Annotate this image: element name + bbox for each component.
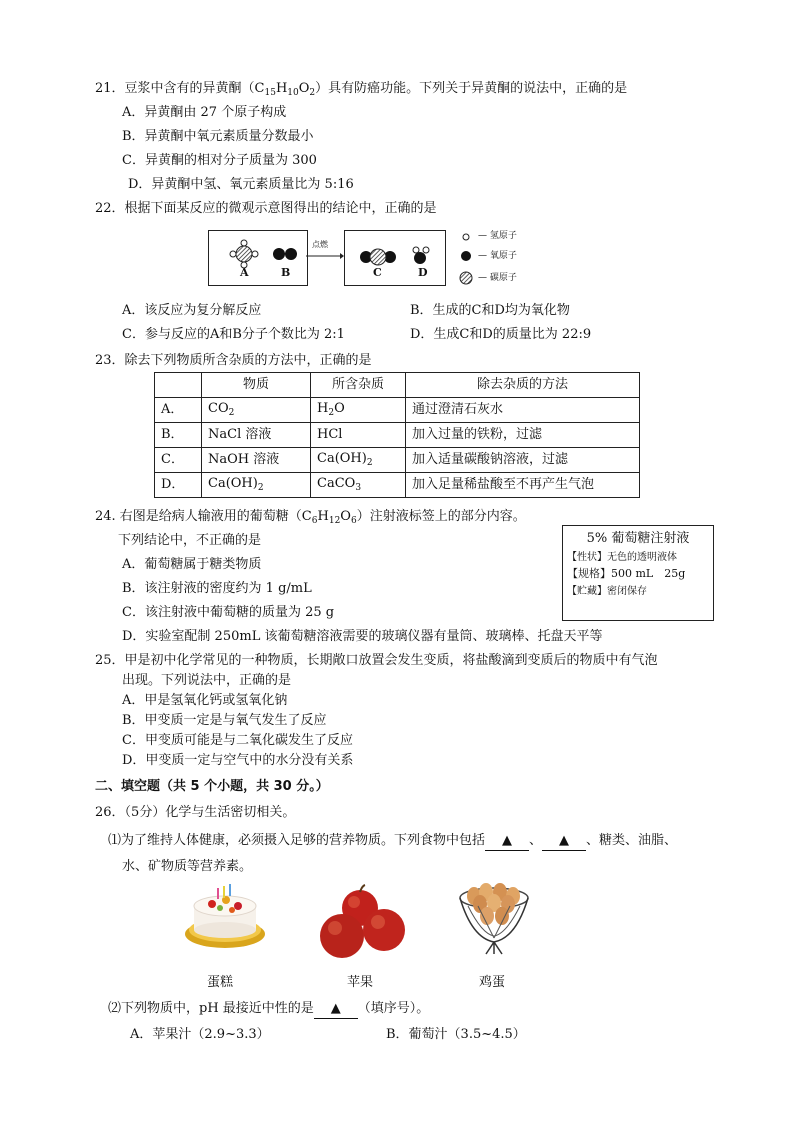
q21-option-d: D．异黄酮中氢、氧元素质量比为 5:16 — [128, 177, 354, 192]
table-cell: D． — [155, 473, 202, 498]
q26-stem: 26．（5分）化学与生活密切相关。 — [95, 805, 296, 820]
q23-table — [154, 372, 640, 498]
table-cell: $H_2O$ — [311, 398, 406, 423]
q21-stem: 21．豆浆中含有的异黄酮$(C_{15}H_{10}O_2)$具有防癌功能。下列关于异黄酮的说法中，正确的是 — [95, 81, 628, 98]
q26-part2-option-b: B．葡萄汁（3.5~4.5） — [386, 1027, 526, 1042]
table-cell: B． — [155, 423, 202, 448]
q22-option-c: C．参与反应的A和B分子个数比为 2:1 — [122, 327, 345, 342]
q22-option-a: A．该反应为复分解反应 — [122, 303, 262, 318]
carbon-atom — [370, 249, 386, 265]
q25-option-c: C．甲变质可能是与二氧化碳发生了反应 — [122, 733, 353, 748]
q25-stem-line2: 出现。下列说法中，正确的是 — [122, 673, 292, 688]
label-storage: 【贮藏】密闭保存 — [567, 585, 647, 597]
q26-part1: ⑴为了维持人体健康，必须摄入足够的营养物质。下列食物中包括 ▲ 、 ▲ 、糖类、油脂、 — [108, 832, 677, 851]
table-cell: A． — [155, 398, 202, 423]
table-header: 所含杂质 — [311, 373, 406, 398]
table-cell: 加入足量稀盐酸至不再产生气泡 — [406, 473, 640, 498]
answer-blank-2[interactable]: ▲ — [542, 832, 586, 851]
q25-option-d: D．甲变质一定与空气中的水分没有关系 — [122, 753, 354, 768]
q24-option-c: C．该注射液中葡萄糖的质量为 25 g — [122, 605, 335, 620]
q25-option-b: B．甲变质一定是与氧气发生了反应 — [122, 713, 327, 728]
oxygen-atom — [285, 248, 297, 260]
table-cell: $CO_2$ — [202, 398, 311, 423]
legend-hydrogen: — 氢原子 — [478, 231, 517, 241]
table-header: 物质 — [202, 373, 311, 398]
q26-part2-option-a: A．苹果汁（2.9~3.3） — [130, 1027, 270, 1042]
table-row — [155, 398, 640, 423]
cake-image — [182, 880, 268, 952]
table-header — [155, 373, 202, 398]
legend-oxygen: — 氧原子 — [478, 251, 517, 261]
eggs-image — [452, 876, 536, 956]
q23-stem: 23．除去下列物质所含杂质的方法中，正确的是 — [95, 353, 372, 368]
table-cell: 加入适量碳酸钠溶液，过滤 — [406, 448, 640, 473]
food-label-apple: 苹果 — [347, 975, 374, 990]
hydrogen-atom — [241, 240, 247, 246]
hydrogen-atom — [230, 251, 236, 257]
table-cell: 通过澄清石灰水 — [406, 398, 640, 423]
hydrogen-atom — [413, 247, 419, 253]
q21-option-a: A．异黄酮由 27 个原子构成 — [122, 105, 287, 120]
hydrogen-atom — [252, 251, 258, 257]
reactant-molecules — [208, 230, 306, 284]
q22-option-b: B．生成的C和D均为氧化物 — [410, 303, 570, 318]
label-title: 5% 葡萄糖注射液 — [586, 531, 690, 546]
label-b: B — [281, 266, 291, 279]
q22-option-d: D．生成C和D的质量比为 22:9 — [410, 327, 592, 342]
label-c: C — [373, 266, 382, 279]
label-property: 【性状】无色的透明液体 — [567, 551, 677, 563]
oxygen-atom — [414, 252, 426, 264]
legend-carbon: — 碳原子 — [478, 273, 517, 283]
q22-stem: 22．根据下面某反应的微观示意图得出的结论中，正确的是 — [95, 201, 437, 216]
q25-option-a: A．甲是氢氧化钙或氢氧化钠 — [122, 693, 288, 708]
label-spec: 【规格】500 mL 25g — [567, 567, 686, 581]
table-cell: C． — [155, 448, 202, 473]
q24-option-a: A．葡萄糖属于糖类物质 — [122, 557, 262, 572]
q25-stem-line1: 25．甲是初中化学常见的一种物质，长期敞口放置会发生变质，将盐酸滴到变质后的物质中有气泡 — [95, 653, 658, 668]
label-d: D — [418, 266, 428, 279]
q24-option-b: B．该注射液的密度约为 1 g/mL — [122, 581, 312, 596]
table-row — [155, 448, 640, 473]
oxygen-atom — [273, 248, 285, 260]
label-a: A — [240, 266, 249, 279]
q21-option-c: C．异黄酮的相对分子质量为 300 — [122, 153, 317, 168]
q26-part2: ⑵下列物质中，pH 最接近中性的是 ▲ （填序号）。 — [108, 1000, 429, 1019]
q21-option-b: B．异黄酮中氧元素质量分数最小 — [122, 129, 314, 144]
food-label-eggs: 鸡蛋 — [479, 975, 506, 990]
hydrogen-legend-icon — [463, 234, 469, 240]
answer-blank-1[interactable]: ▲ — [485, 832, 529, 851]
legend-icons — [458, 229, 480, 287]
table-cell: HCl — [311, 423, 406, 448]
carbon-legend-icon — [460, 272, 472, 284]
table-cell: $Ca(OH)_2$ — [202, 473, 311, 498]
table-header: 除去杂质的方法 — [406, 373, 640, 398]
table-cell: CaCO$_3$ — [311, 473, 406, 498]
arrow-label: 点燃 — [312, 240, 328, 249]
injection-label — [562, 525, 714, 621]
table-cell: $Ca(OH)_2$ — [311, 448, 406, 473]
food-label-cake: 蛋糕 — [207, 975, 234, 990]
section-heading: 二、填空题（共 5 个小题，共 30 分。） — [95, 779, 329, 794]
methane-carbon-atom — [236, 246, 252, 262]
table-cell: NaCl 溶液 — [202, 423, 311, 448]
product-molecules — [344, 230, 444, 284]
q26-part1-line2: 水、矿物质等营养素。 — [122, 859, 253, 874]
table-row — [155, 423, 640, 448]
oxygen-legend-icon — [461, 251, 471, 261]
apple-image — [318, 884, 410, 960]
q24-option-d: D．实验室配制 250mL 该葡萄糖溶液需要的玻璃仪器有量筒、玻璃棒、托盘天平等 — [122, 629, 603, 644]
table-cell: NaOH 溶液 — [202, 448, 311, 473]
table-cell: 加入过量的铁粉，过滤 — [406, 423, 640, 448]
q24-line2: 下列结论中，不正确的是 — [118, 533, 262, 548]
answer-blank-3[interactable]: ▲ — [314, 1000, 358, 1019]
table-row — [155, 473, 640, 498]
hydrogen-atom — [423, 247, 429, 253]
table-header-row — [155, 373, 640, 398]
q24-stem: 24. 右图是给病人输液用的葡萄糖$(C_6H_{12}O_6)$注射液标签上的部分内容。 — [95, 509, 526, 526]
